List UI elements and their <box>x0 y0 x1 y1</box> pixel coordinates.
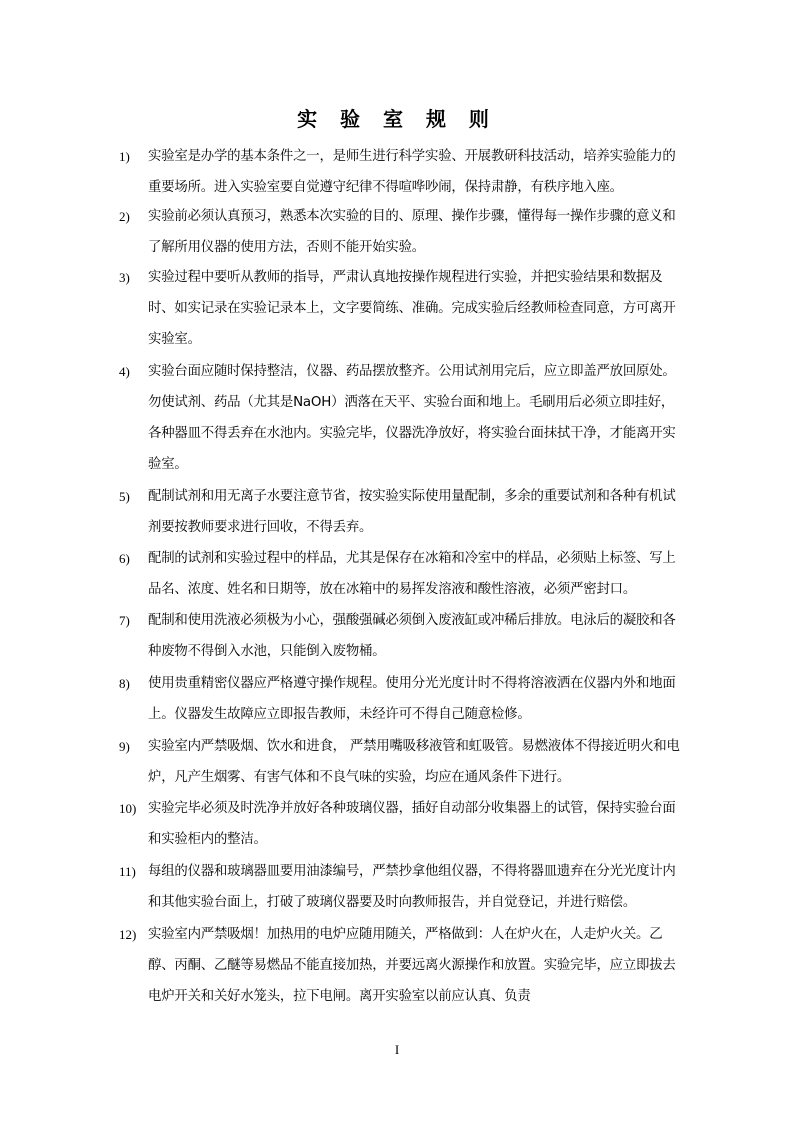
rule-number: 6) <box>119 551 130 566</box>
rule-text: 配制和使用洗液必须极为小心，强酸强碱必须倒入废液缸或冲稀后排放。电泳后的凝胶和各种废物不得倒入水池，只能倒入废物桶。 <box>148 613 676 659</box>
rule-text: 实验完毕必须及时洗净并放好各种玻璃仪器，插好自动部分收集器上的试管，保持实验台面和实验柜内的整洁。 <box>148 801 676 847</box>
rule-text: 实验室内严禁吸烟！加热用的电炉应随用随关，严格做到：人在炉火在，人走炉火关。乙醇、丙酮、乙醚等易燃品不能直接加热，并要远离火源操作和放置。实验完毕，应立即拔去电炉开关和关好水笼头，拉下电闸。离开实验室以前应认真、负责 <box>148 927 676 1004</box>
rule-text: 实验台面应随时保持整洁，仪器、药品摆放整齐。公用试剂用完后，应立即盖严放回原处。勿使试剂、药品（尤其是NaOH）洒落在天平、实验台面和地上。毛刷用后必须立即挂好，各种器皿不得丢弃在水池内。实验完毕，仪器洗净放好，将实验台面抹拭干净，才能离开实验室。 <box>148 364 676 472</box>
rule-number: 2) <box>119 209 130 224</box>
rule-text: 实验室内严禁吸烟、饮水和进食， 严禁用嘴吸移液管和虹吸管。易燃液体不得接近明火和电炉，凡产生烟雾、有害气体和不良气味的实验，均应在通风条件下进行。 <box>148 739 680 785</box>
rule-number: 5) <box>119 489 130 504</box>
rule-text: 配制试剂和用无离子水要注意节省，按实验实际使用量配制，多余的重要试剂和各种有机试剂要按教师要求进行回收，不得丢弃。 <box>148 489 676 535</box>
rule-text: 实验室是办学的基本条件之一，是师生进行科学实验、开展教研科技活动，培养实验能力的重要场所。进入实验室要自觉遵守纪律不得喧哗吵闹，保持肃静，有秩序地入座。 <box>148 149 676 195</box>
rule-text: 使用贵重精密仪器应严格遵守操作规程。使用分光光度计时不得将溶液洒在仪器内外和地面上。仪器发生故障应立即报告教师，未经许可不得自己随意检修。 <box>148 676 676 722</box>
rule-number: 7) <box>119 613 130 628</box>
rule-text: 实验过程中要听从教师的指导，严肃认真地按操作规程进行实验，并把实验结果和数据及时、如实记录在实验记录本上，文字要简练、准确。完成实验后经教师检查同意，方可离开实验室。 <box>148 270 676 347</box>
rule-number: 9) <box>119 739 130 754</box>
rule-number: 11) <box>119 864 136 879</box>
rule-number: 12) <box>119 927 137 942</box>
rule-number: 3) <box>119 270 130 285</box>
page-number: I <box>394 1042 400 1057</box>
rule-text: 配制的试剂和实验过程中的样品，尤其是保存在冰箱和冷室中的样品，必须贴上标签、写上品名、浓度、姓名和日期等，放在冰箱中的易挥发溶液和酸性溶液，必须严密封口。 <box>148 551 676 597</box>
rule-number: 10) <box>119 801 137 816</box>
rule-number: 4) <box>119 364 130 379</box>
rule-text: 每组的仪器和玻璃器皿要用油漆编号，严禁抄拿他组仪器，不得将器皿遗弃在分光光度计内和其他实验台面上，打破了玻璃仪器要及时向教师报告，并自觉登记，并进行赔偿。 <box>148 864 676 910</box>
rule-number: 1) <box>119 149 130 164</box>
rule-number: 8) <box>119 676 130 691</box>
rule-text: 实验前必须认真预习，熟悉本次实验的目的、原理、操作步骤，懂得每一操作步骤的意义和了解所用仪器的使用方法，否则不能开始实验。 <box>148 209 676 255</box>
page-title: 实 验 室 规 则 <box>297 107 497 131</box>
